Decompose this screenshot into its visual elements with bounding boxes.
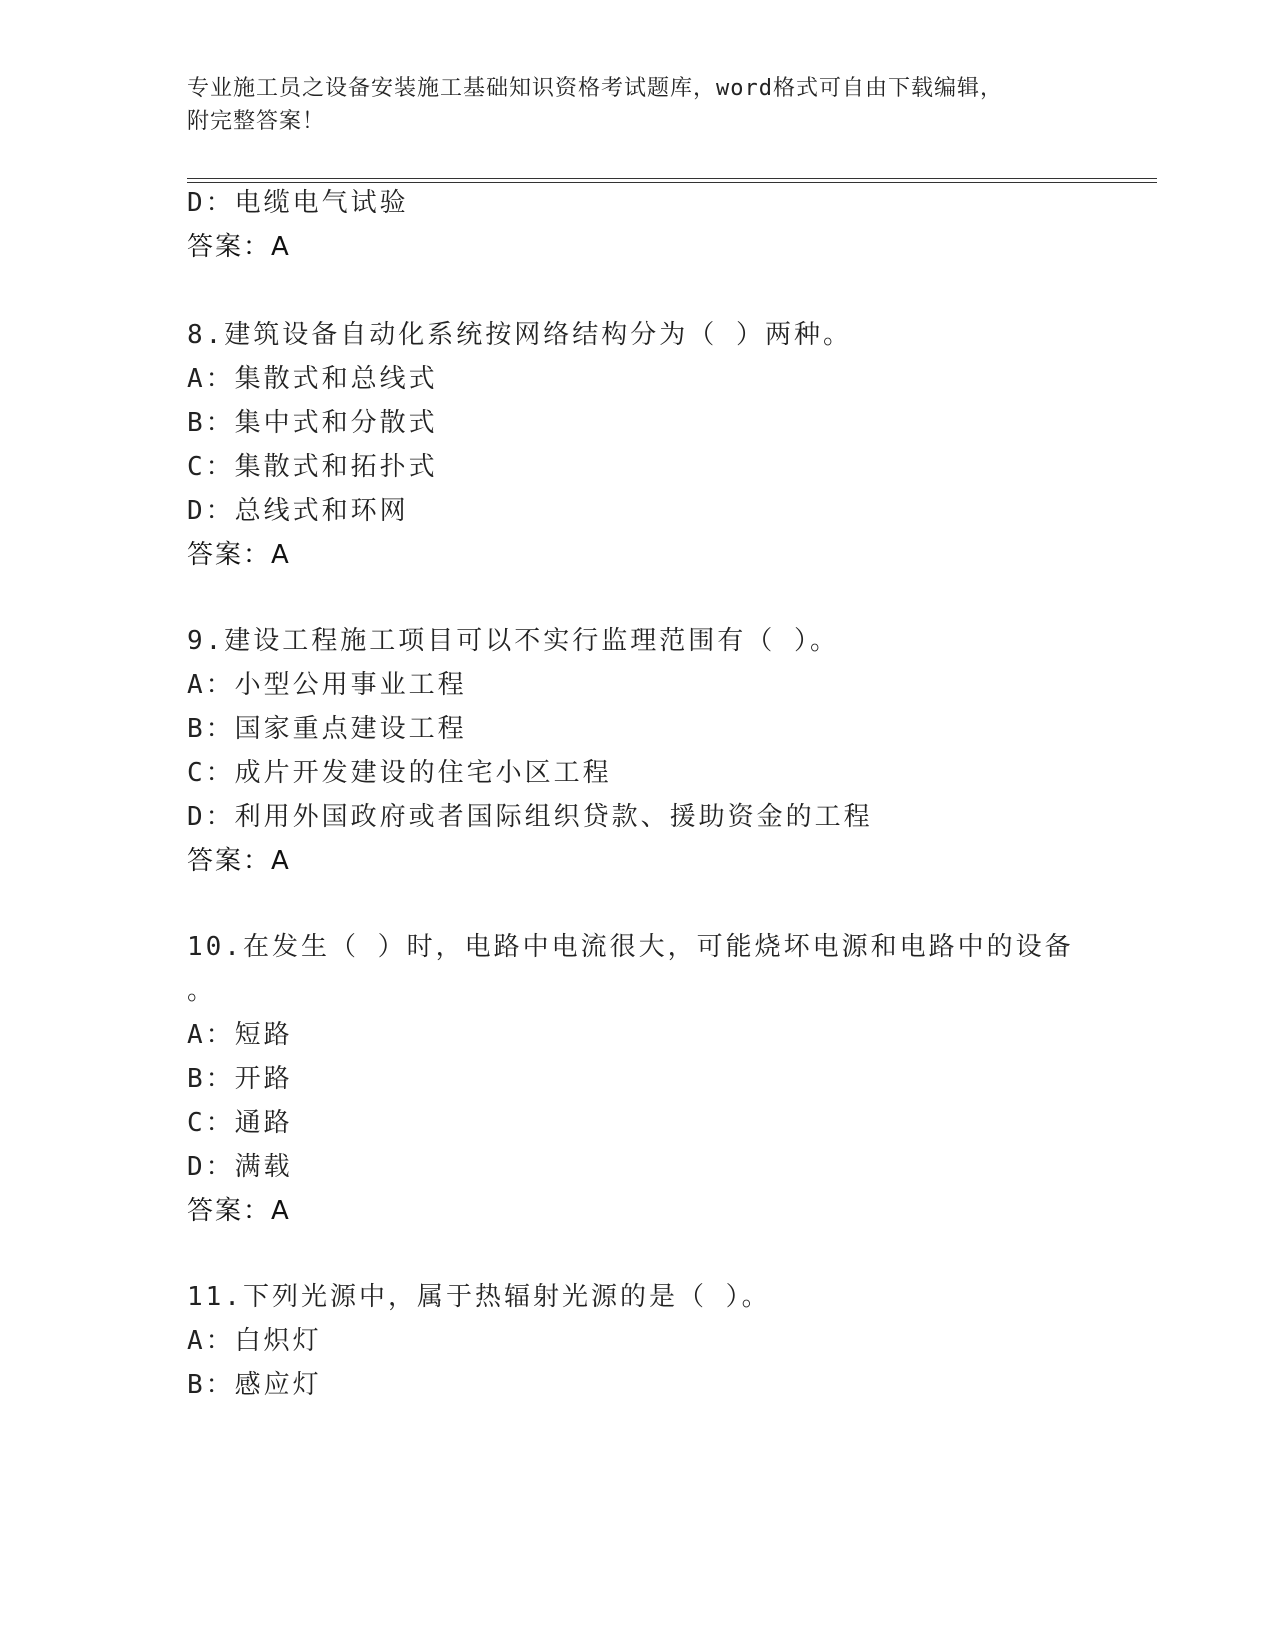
q9-option-c: C：成片开发建设的住宅小区工程: [187, 758, 612, 788]
q8-option-a: A：集散式和总线式: [187, 364, 438, 394]
q10-option-a: A：短路: [187, 1020, 293, 1050]
q7-answer: 答案：A: [187, 232, 291, 262]
q9-answer: 答案：A: [187, 846, 291, 876]
q9-stem: 9.建设工程施工项目可以不实行监理范围有（ ）。: [187, 626, 839, 656]
q10-option-c: C：通路: [187, 1108, 293, 1138]
header-line-2: 附完整答案！: [187, 109, 326, 134]
q10-option-d: D：满载: [187, 1152, 293, 1182]
q9-option-d: D：利用外国政府或者国际组织贷款、援助资金的工程: [187, 802, 873, 832]
q10-stem-line-2: 。: [187, 976, 217, 1006]
q9-option-b: B：国家重点建设工程: [187, 714, 467, 744]
q11-option-a: A：白炽灯: [187, 1326, 322, 1356]
q10-stem-line-1: 10.在发生（ ）时，电路中电流很大，可能烧坏电源和电路中的设备: [187, 932, 1074, 962]
q11-option-b: B：感应灯: [187, 1370, 322, 1400]
header-line-1: 专业施工员之设备安装施工基础知识资格考试题库，word格式可自由下载编辑，: [187, 76, 1003, 101]
q8-option-c: C：集散式和拓扑式: [187, 452, 438, 482]
q8-answer: 答案：A: [187, 540, 291, 570]
q10-option-b: B：开路: [187, 1064, 293, 1094]
q8-stem: 8.建筑设备自动化系统按网络结构分为（ ）两种。: [187, 320, 852, 350]
q10-answer: 答案：A: [187, 1196, 291, 1226]
q9-option-a: A：小型公用事业工程: [187, 670, 467, 700]
q7-option-d: D：电缆电气试验: [187, 188, 409, 218]
q11-stem: 11.下列光源中，属于热辐射光源的是（ ）。: [187, 1282, 771, 1312]
header-divider-top: [187, 178, 1157, 179]
document-header: [187, 72, 1087, 138]
header-divider-bottom: [187, 182, 1157, 183]
q8-option-b: B：集中式和分散式: [187, 408, 438, 438]
q8-option-d: D：总线式和环网: [187, 496, 409, 526]
